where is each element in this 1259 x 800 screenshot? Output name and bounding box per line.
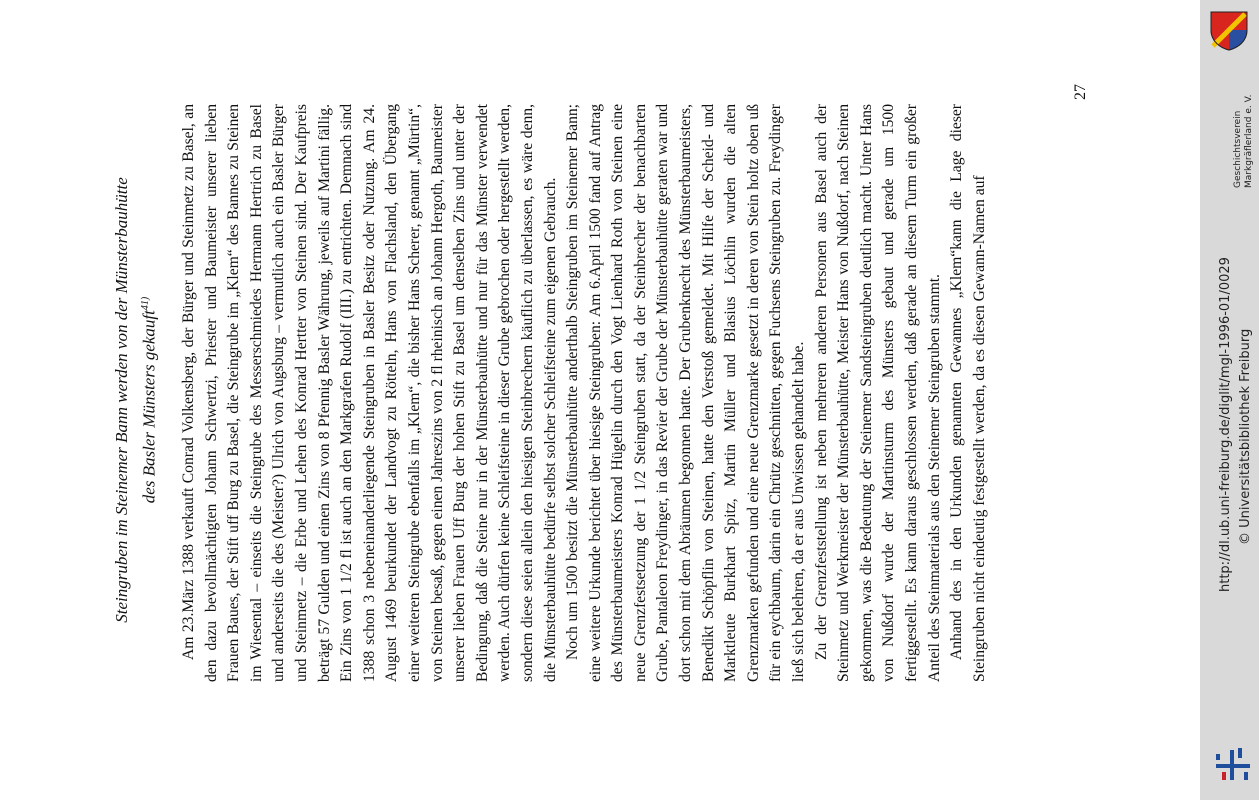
paragraph: Zu der Grenzfeststellung ist neben mehreren anderen Personen aus Basel auch der Steinmetz und Werkmeister der Münsterbauhütte, Meister Hans von Nußdorf, nach Steinen gekommen, was die Bedeutung der Steinemer Sandsteingruben deutlich macht. Unter Hans von Nußdorf wurde der Martinsturm des Münsters gebaut und gerade um 1500 fertiggestellt. Es kann daraus geschlossen werden, daß gerade an diesem Turm ein großer Anteil des Steinmaterials aus den Steinemer Steingruben stammt. <box>812 104 943 682</box>
document-url[interactable]: http://dl.ub.uni-freiburg.de/diglit/mgl-1996-01/0029 <box>1218 257 1233 592</box>
page-title-line-2-text: des Basler Münsters gekauft <box>139 310 159 504</box>
page-title-line-1: Steingruben im Steinemer Bann werden von der Münsterbauhütte <box>112 177 131 623</box>
ub-freiburg-logo-icon <box>1210 742 1254 786</box>
page-number: 27 <box>1072 84 1089 100</box>
society-name-line-2: Markgräflerland e. V. <box>1244 94 1254 188</box>
coat-of-arms-icon <box>1207 8 1251 52</box>
paragraph: Am 23.März 1388 verkauft Conrad Volkensberg, der Bürger und Steinmetz zu Basel, an den dazu bevollmächtigten Johann Schwertzi, Priester und Baumeister unserer lieben Frauen Baues, der Stift uff Burg zu Basel, die Steingrube im „Klem“ des Bannes zu Steinen im Wiesental – einseits die Steingrube des Messerschmiedes Hermann Hertrich zu Basel und anderseits die des (Meister?) Ulrich von Augsburg – vermutlich auch ein Basler Bürger und Steinmetz – die Erbe und Lehen des Konrad Hertter von Steinen sind. Der Kaufpreis beträgt 57 Gulden und einen Zins von 8 Pfennig Basler Währung, jeweils auf Martini fällig. Ein Zins von 1 1/2 fl ist auch an den Markgrafen Rudolf (III.) zu entrichten. Demnach sind 1388 schon 3 nebeneinanderliegende Steingruben in Basler Besitz oder Nutzung. Am 24. August 1469 beurkundet der Landvogt zu Rötteln, Hans von Flachsland, den Übergang einer weiteren Steingrube ebenfalls im „Klem“, die bisher Hans Scherer, genannt „Mürtin“, von Steinen besaß, gegen einen Jahreszins von 2 fl rheinisch an Johann Hergoth, Baumeister unserer lieben Frauen Uff Burg der hohen Stift zu Basel um denselben Zins und unter der Bedingung, daß die Steine nur in der Münsterbauhütte und nur für das Münster verwendet werden. Auch dürfen keine Schleifsteine in dieser Grube gebrochen oder hergestellt werden, sondern diese seien allein den hiesigen Steinbrechern käuflich zu überlassen, es wäre denn, die Münsterbauhütte bedürfe selbst solcher Schleifsteine zum eigenen Gebrauch. <box>180 104 559 682</box>
title-footnote-mark: 41) <box>140 296 151 311</box>
copyright-notice: © Universitätsbibliothek Freiburg <box>1238 328 1253 545</box>
paragraph: Anhand des in den Urkunden genannten Gewannes „Klem“kann die Lage dieser Steingruben nicht eindeutig festgestellt werden, da es diesen Gewann-Namen auf <box>948 104 988 682</box>
society-name-line-1: Geschichtsverein <box>1233 110 1243 188</box>
page-title-line-2 <box>136 0 160 800</box>
body-text <box>178 104 991 682</box>
paragraph: Noch um 1500 besitzt die Münsterbauhütte anderthalb Steingruben im Steinemer Bann; eine weitere Urkunde berichtet über hiesige Steingruben: Am 6.April 1500 fand auf Antrag des Münsterbaumeisters Konrad Hügelin durch den Vogt Lienhard Roth von Steinen eine neue Grenzfestsetzung der 1 1/2 Steingruben statt, da der Steinbrecher der benachbarten Grube, Pantaleon Freydinger, in das Revier der Grube der Münsterbauhütte geraten war und dort schon mit dem Abräumen begonnen hatte. Der Grubenknecht des Münsterbaumeisters, Benedikt Schöpflin von Steinen, hatte den Verstoß gemeldet. Mit Hilfe der Scheid- und Marktleute Burkhart Spitz, Martin Müller und Blasius Löchlin wurden die alten Grenzmarken gefunden und eine neue Grenzmarke gesetzt in deren von Stein holtz oben uß für ein eychbaum, darin ein Chrütz geschnitten, gegen Fuchsens Steingruben zu. Freydinger ließ sich belehren, da er aus Unwissen gehandelt habe. <box>564 104 808 682</box>
